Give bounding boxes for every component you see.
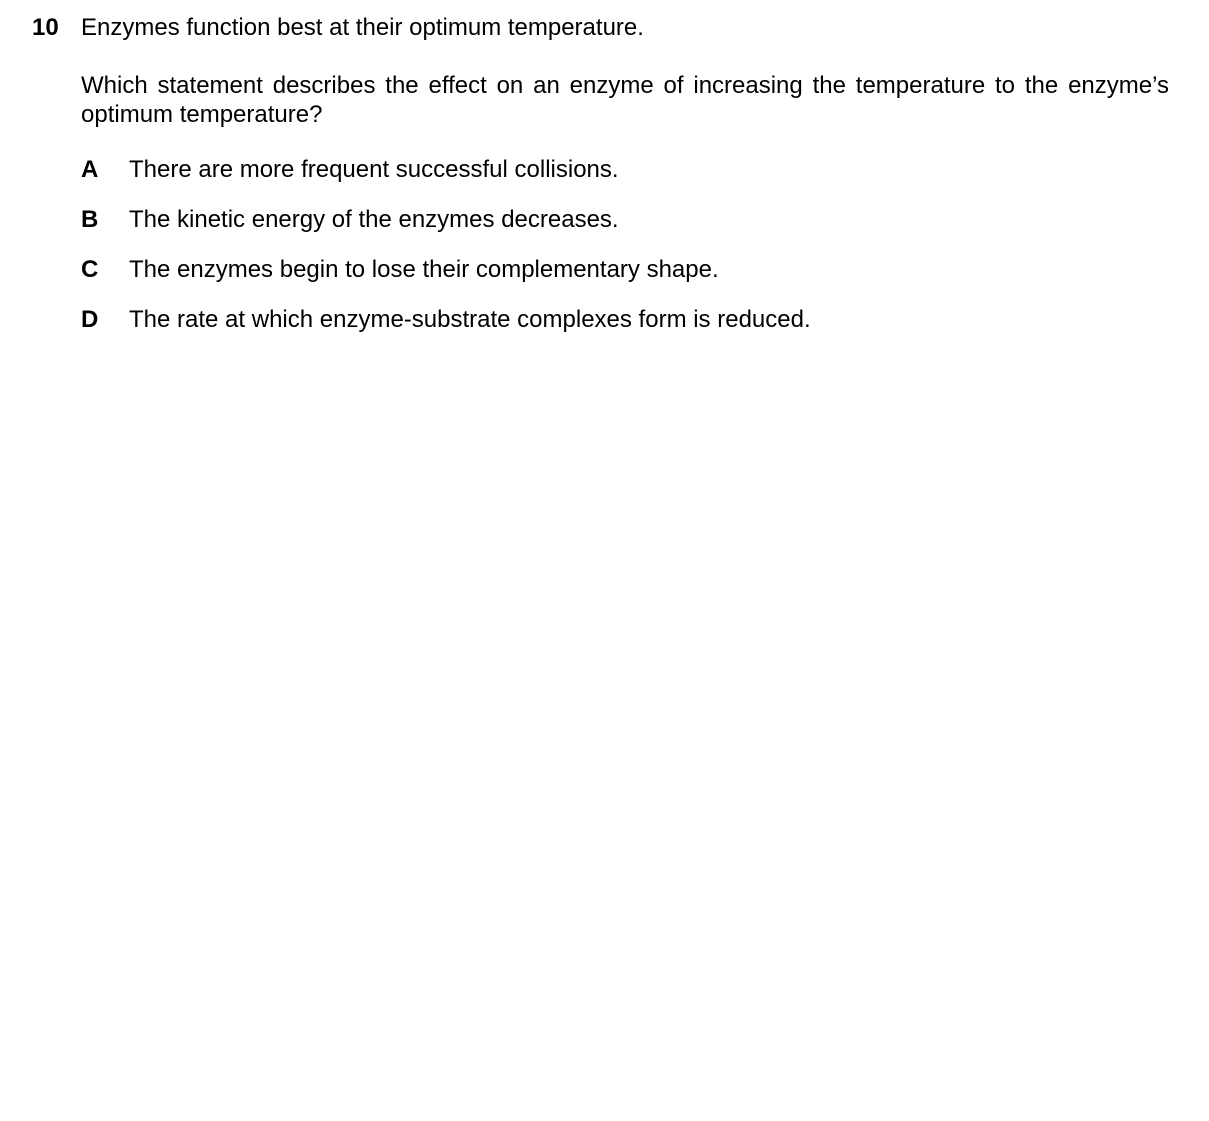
- question-number: 10: [32, 14, 59, 41]
- option-letter: A: [81, 156, 99, 183]
- option-text: The rate at which enzyme-substrate complexes form is reduced.: [129, 306, 811, 333]
- question-body: [81, 13, 1169, 355]
- option-text: The kinetic energy of the enzymes decreases.: [129, 206, 619, 233]
- option-d[interactable]: [81, 305, 1169, 355]
- option-c[interactable]: [81, 255, 1169, 305]
- answer-options: [81, 155, 1169, 355]
- option-text: The enzymes begin to lose their complementary shape.: [129, 256, 719, 283]
- option-letter: C: [81, 256, 99, 283]
- question-intro: Enzymes function best at their optimum temperature.: [81, 14, 644, 41]
- option-b[interactable]: [81, 205, 1169, 255]
- question-stem: Which statement describes the effect on an enzyme of increasing the temperature to the enzyme’s optimum temperature?: [81, 72, 1169, 128]
- option-letter: B: [81, 206, 99, 233]
- option-text: There are more frequent successful collisions.: [129, 156, 619, 183]
- option-a[interactable]: [81, 155, 1169, 205]
- option-letter: D: [81, 306, 99, 333]
